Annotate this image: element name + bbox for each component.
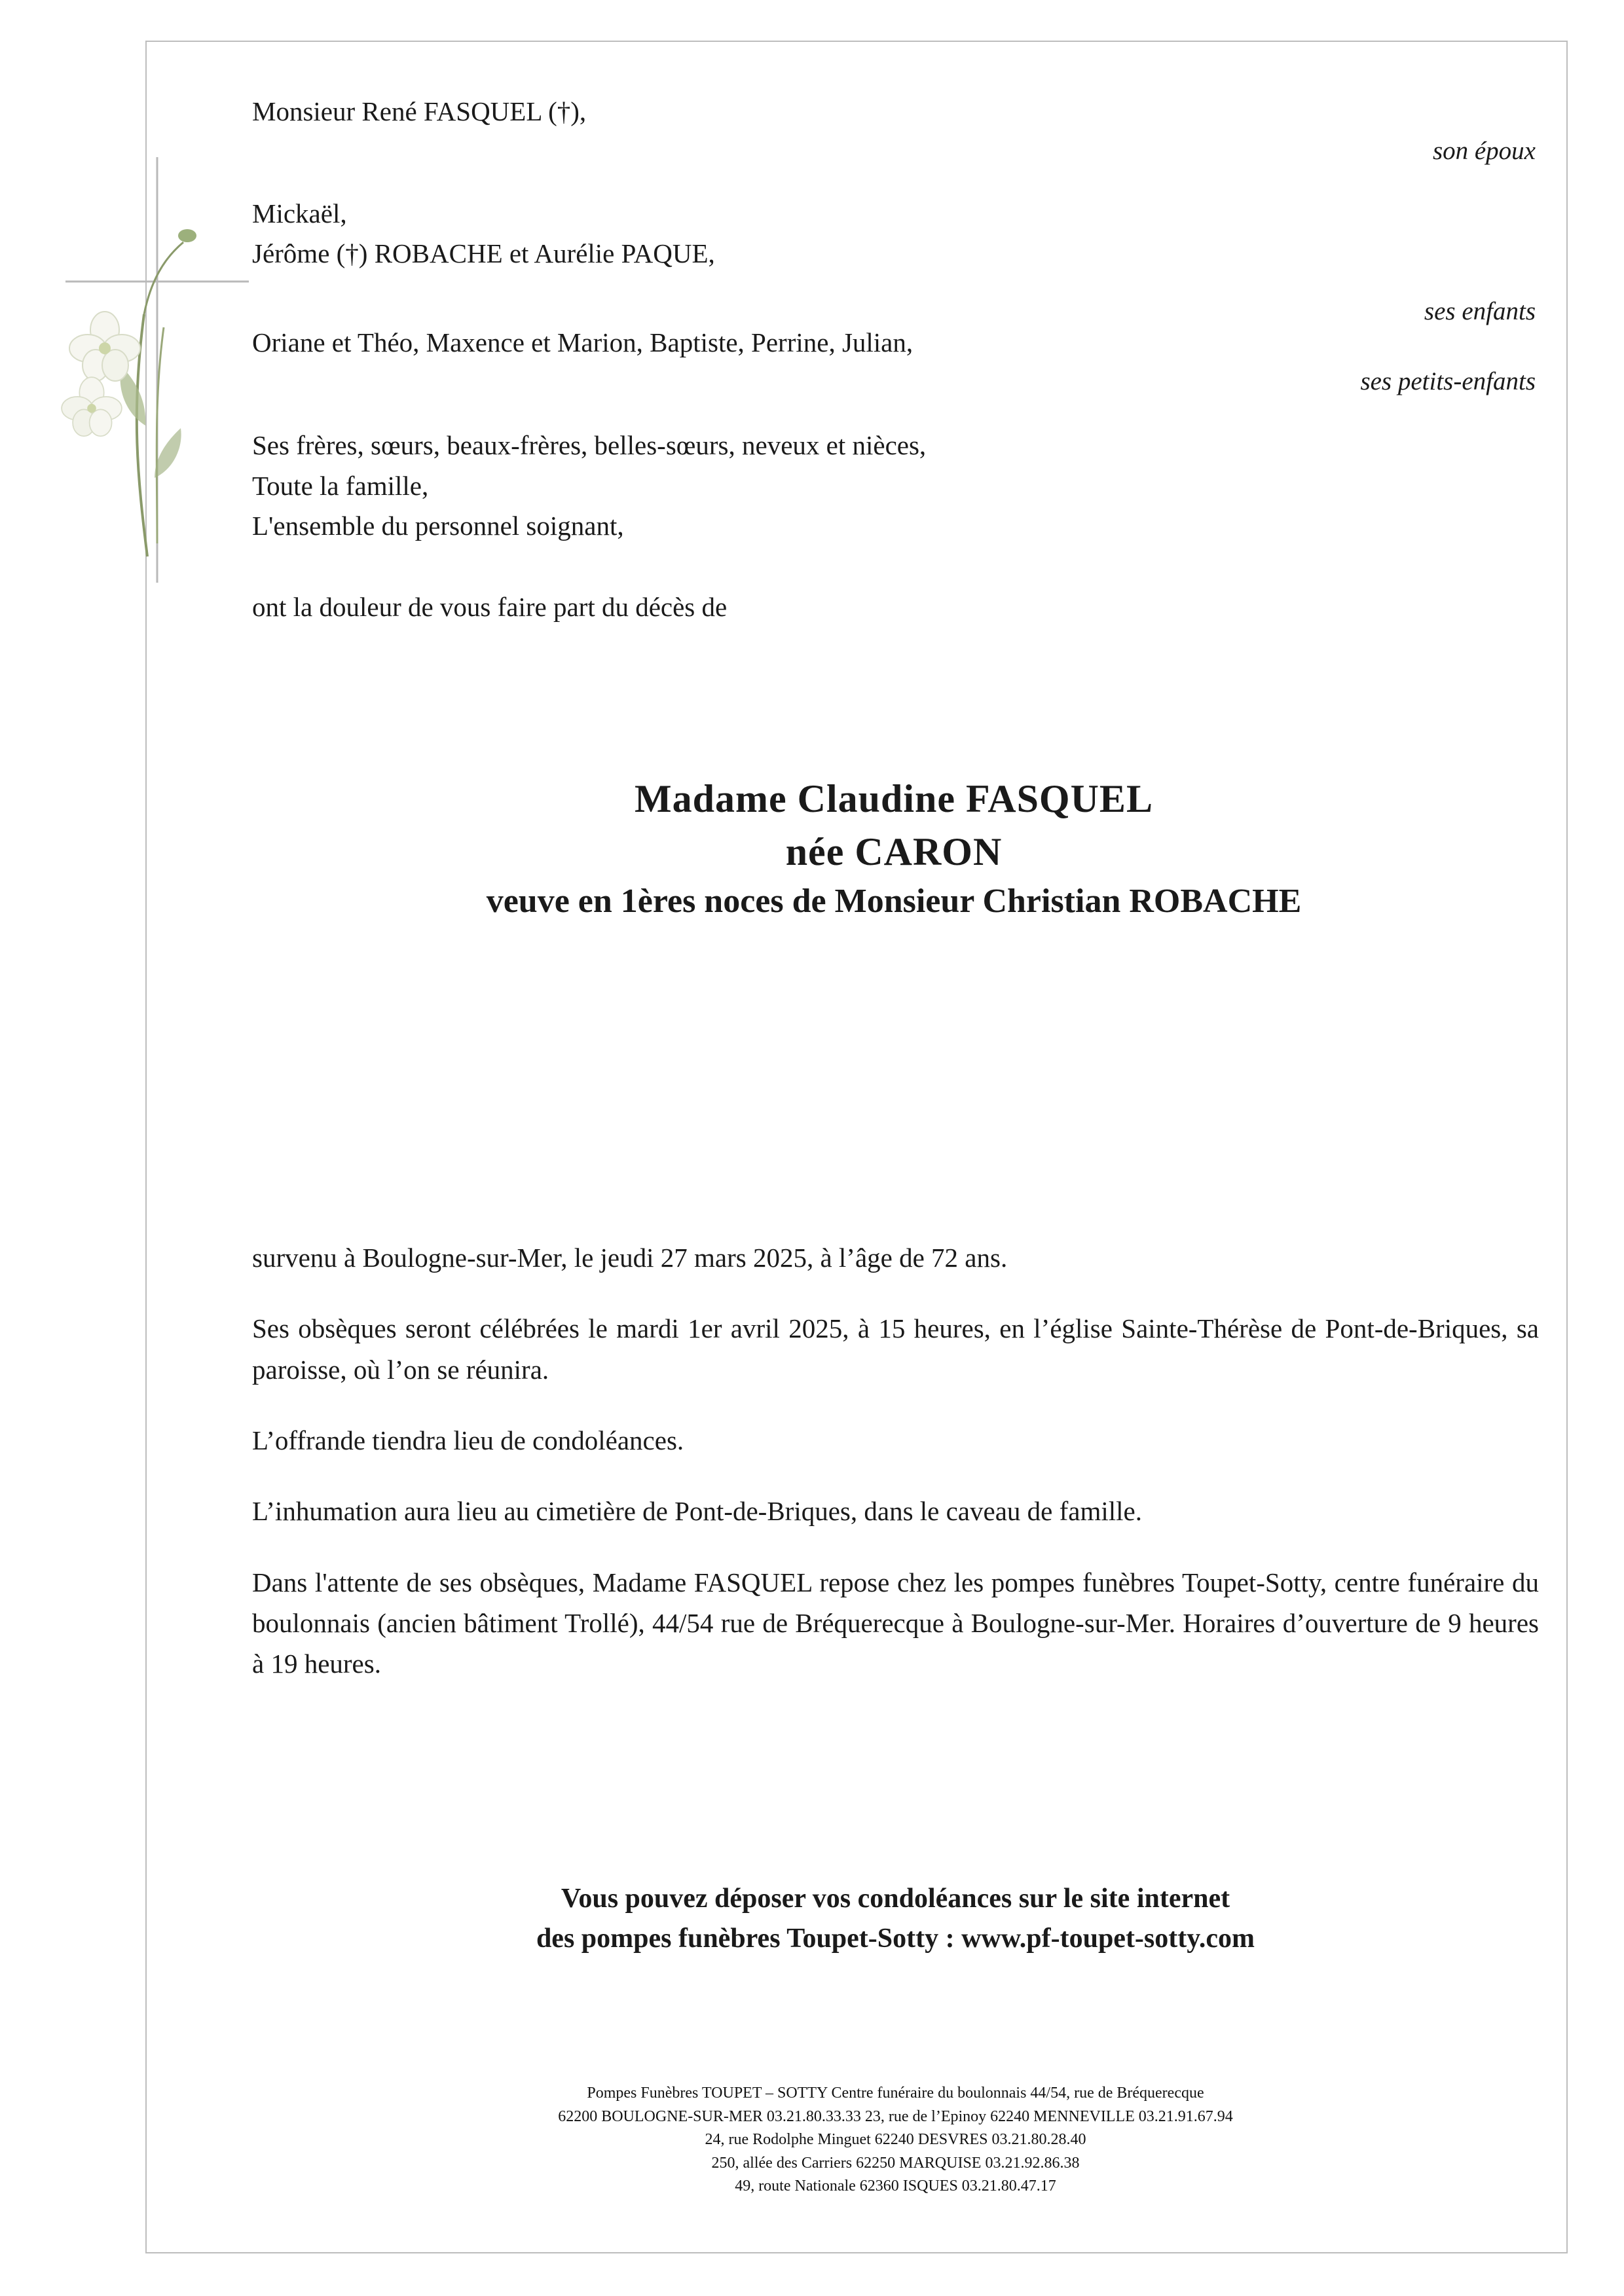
deceased-name-line-2: née CARON xyxy=(785,830,1003,873)
footer-line-2: 62200 BOULOGNE-SUR-MER 03.21.80.33.33 23, rue de l’Epinoy 62240 MENNEVILLE 03.21.91.67.94 xyxy=(558,2107,1233,2125)
announcement-lead: ont la douleur de vous faire part du décès de xyxy=(252,591,728,622)
condolences-note xyxy=(252,1879,1539,1959)
family-line xyxy=(252,194,1536,234)
cross-with-orchid-icon xyxy=(59,151,249,596)
deceased-name-block xyxy=(252,773,1536,924)
family-names: Toute la famille, xyxy=(252,470,429,501)
role-label: son époux xyxy=(1432,136,1536,165)
role-line xyxy=(252,363,1536,403)
deceased-name-line-3: veuve en 1ères noces de Monsieur Christian ROBACHE xyxy=(486,883,1302,920)
role-line xyxy=(252,132,1536,172)
body-paragraph: L’inhumation aura lieu au cimetière de Pont-de-Briques, dans le caveau de famille. xyxy=(252,1496,1142,1527)
footer-line-5: 49, route Nationale 62360 ISQUES 03.21.80.47.17 xyxy=(735,2178,1056,2195)
condolences-line-1: Vous pouvez déposer vos condoléances sur le site internet xyxy=(561,1884,1230,1914)
family-line xyxy=(252,466,1536,507)
deceased-name-line-1: Madame Claudine FASQUEL xyxy=(635,777,1153,820)
frame-border-top xyxy=(145,41,1568,42)
frame-border-right xyxy=(1566,41,1568,2253)
body-paragraph: Dans l'attente de ses obsèques, Madame FASQUEL repose chez les pompes funèbres Toupet-Sotty, centre funéraire du boulonnais (ancien bâtiment Trollé), 44/54 rue de Bréquerecque à Boulogne-sur-Mer. Horaires d’ouverture de 9 heures à 19 heures. xyxy=(252,1567,1539,1679)
family-names: L'ensemble du personnel soignant, xyxy=(252,511,624,541)
role-label: ses enfants xyxy=(1424,297,1536,325)
family-line xyxy=(252,426,1536,466)
family-names: Monsieur René FASQUEL (†), xyxy=(252,96,587,126)
family-names: Jérôme (†) ROBACHE et Aurélie PAQUE, xyxy=(252,238,715,268)
body-paragraph: L’offrande tiendra lieu de condoléances. xyxy=(252,1425,684,1455)
role-label: ses petits-enfants xyxy=(1360,367,1536,395)
body-paragraph: survenu à Boulogne-sur-Mer, le jeudi 27 mars 2025, à l’âge de 72 ans. xyxy=(252,1243,1008,1273)
family-names: Oriane et Théo, Maxence et Marion, Baptiste, Perrine, Julian, xyxy=(252,327,913,357)
footer-line-3: 24, rue Rodolphe Minguet 62240 DESVRES 03.21.80.28.40 xyxy=(705,2131,1086,2149)
condolences-line-2: des pompes funèbres Toupet-Sotty : www.pf-toupet-sotty.com xyxy=(536,1923,1255,1954)
family-line xyxy=(252,234,1536,274)
role-line xyxy=(252,274,1536,323)
family-names: Mickaël, xyxy=(252,198,347,228)
family-names: Ses frères, sœurs, beaux-frères, belles-sœurs, neveux et nièces, xyxy=(252,430,927,460)
family-announcement-block xyxy=(252,92,1536,627)
family-line xyxy=(252,323,1536,363)
footer-line-1: Pompes Funèbres TOUPET – SOTTY Centre funéraire du boulonnais 44/54, rue de Bréquerecque xyxy=(587,2085,1204,2102)
family-line xyxy=(252,92,1536,132)
notice-body xyxy=(252,1237,1539,1685)
footer-line-4: 250, allée des Carriers 62250 MARQUISE 03.21.92.86.38 xyxy=(711,2154,1080,2172)
funeral-home-footer xyxy=(252,2082,1539,2198)
body-paragraph: Ses obsèques seront célébrées le mardi 1er avril 2025, à 15 heures, en l’église Sainte-Thérèse de Pont-de-Briques, sa paroisse, où l’on se réunira. xyxy=(252,1313,1539,1385)
frame-border-bottom xyxy=(145,2252,1568,2253)
family-line xyxy=(252,506,1536,547)
